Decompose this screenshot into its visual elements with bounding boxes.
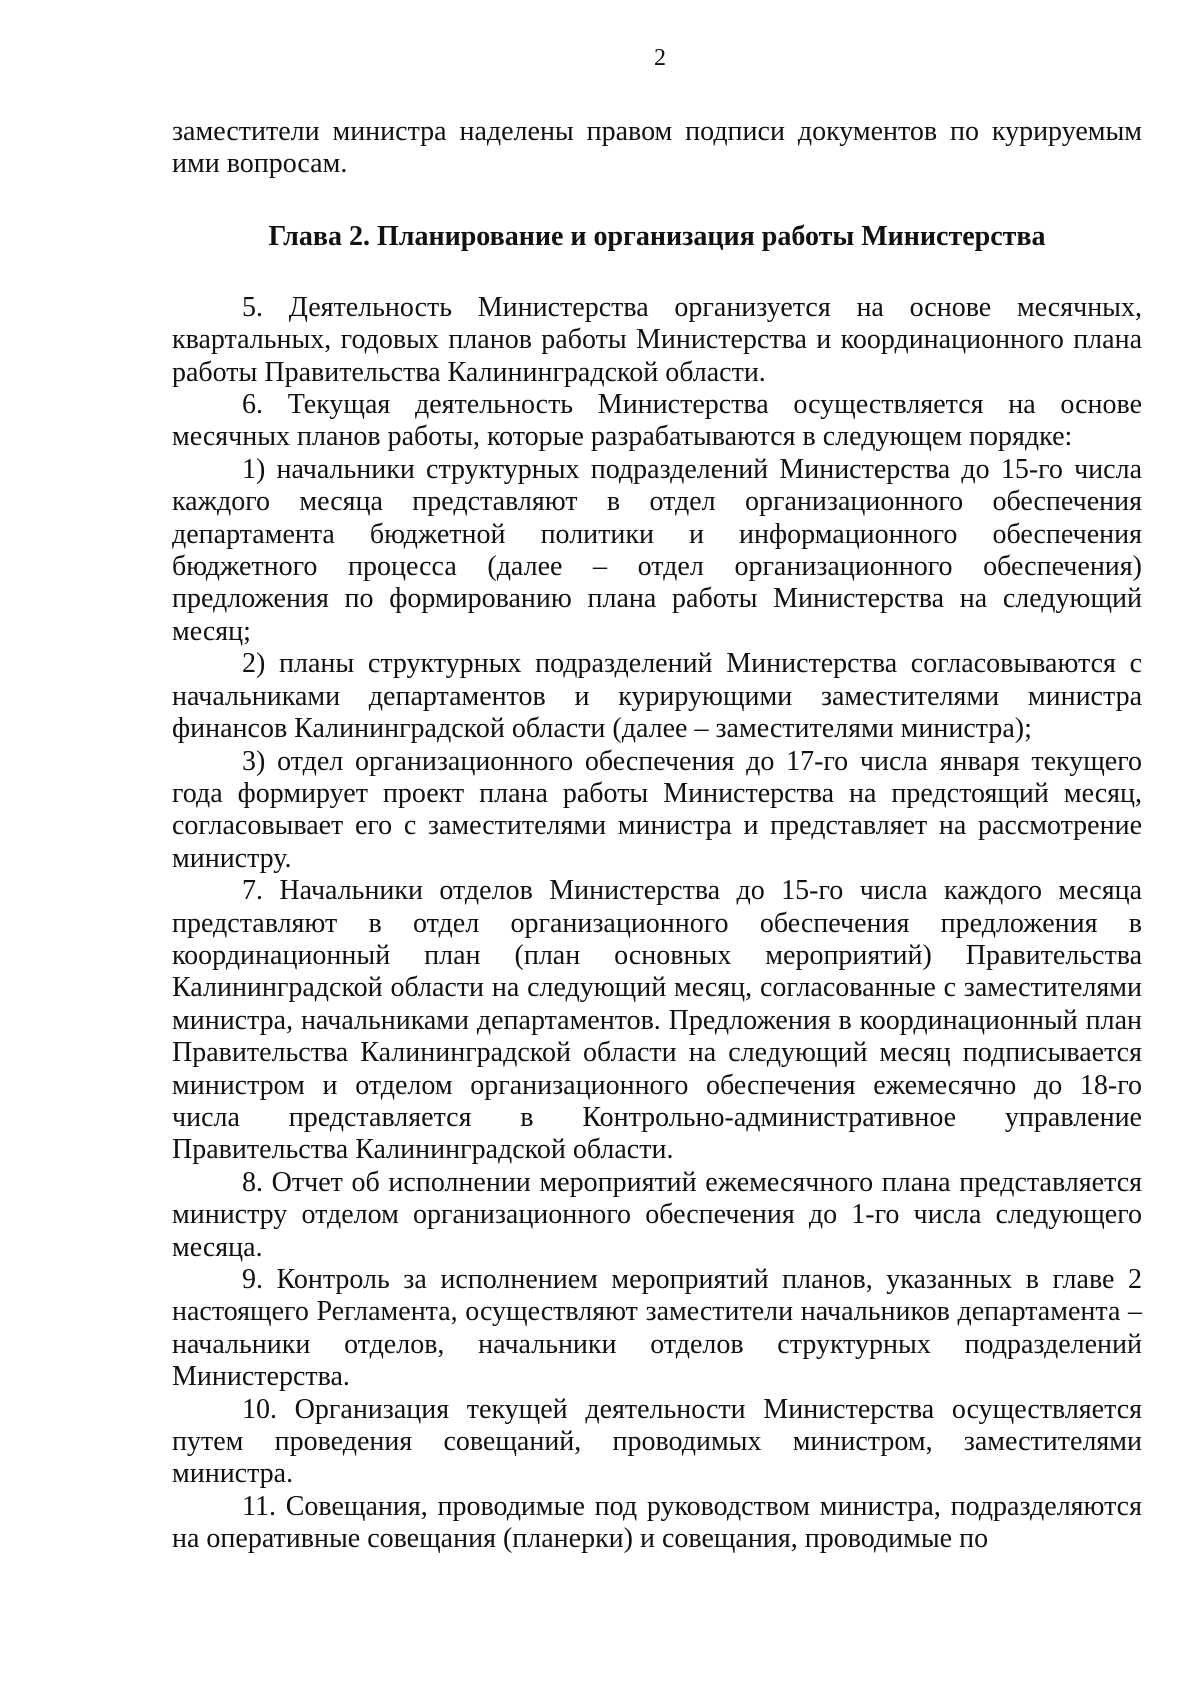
paragraph-6-item-1: 1) начальники структурных подразделений Министерства до 15-го числа каждого месяца представляют в отдел организационного обеспечения департамента бюджетной политики и информационного обеспечения бюджетного процесса (далее – отдел организационного обеспечения) предложения по формированию плана работы Министерства на следующий месяц; bbox=[172, 453, 1142, 647]
continuation-paragraph: заместители министра наделены правом подписи документов по курируемым ими вопросам. bbox=[172, 116, 1142, 180]
paragraph-6-item-3: 3) отдел организационного обеспечения до 17-го числа января текущего года формирует проект плана работы Министерства на предстоящий месяц, согласовывает его с заместителями министра и представляет на рассмотрение министру. bbox=[172, 745, 1142, 874]
document-body bbox=[172, 116, 1142, 1556]
paragraph-6: 6. Текущая деятельность Министерства осуществляется на основе месячных планов работы, которые разрабатываются в следующем порядке: bbox=[172, 389, 1142, 453]
page-number: 2 bbox=[654, 45, 666, 71]
paragraph-6-item-2: 2) планы структурных подразделений Министерства согласовываются с начальниками департаментов и курирующими заместителями министра финансов Калининградской области (далее – заместителями министра); bbox=[172, 648, 1142, 745]
paragraph-9: 9. Контроль за исполнением мероприятий планов, указанных в главе 2 настоящего Регламента, осуществляют заместители начальников департамента – начальники отделов, начальники отделов структурных подразделений Министерства. bbox=[172, 1264, 1142, 1393]
paragraph-10: 10. Организация текущей деятельности Министерства осуществляется путем проведения совещаний, проводимых министром, заместителями министра. bbox=[172, 1393, 1142, 1490]
paragraph-7: 7. Начальники отделов Министерства до 15-го числа каждого месяца представляют в отдел организационного обеспечения предложения в координационный план (план основных мероприятий) Правительства Калининградской области на следующий месяц, согласованные с заместителями министра, начальниками департаментов. Предложения в координационный план Правительства Калининградской области на следующий месяц подписывается министром и отделом организационного обеспечения ежемесячно до 18-го числа представляется в Контрольно-административное управление Правительства Калининградской области. bbox=[172, 875, 1142, 1166]
paragraph-5: 5. Деятельность Министерства организуется на основе месячных, квартальных, годовых планов работы Министерства и координационного плана работы Правительства Калининградской области. bbox=[172, 291, 1142, 388]
paragraph-11: 11. Совещания, проводимые под руководством министра, подразделяются на оперативные совещания (планерки) и совещания, проводимые по bbox=[172, 1490, 1142, 1555]
paragraph-8: 8. Отчет об исполнении мероприятий ежемесячного плана представляется министру отделом организационного обеспечения до 1-го числа следующего месяца. bbox=[172, 1166, 1142, 1263]
chapter-heading: Глава 2. Планирование и организация работы Министерства bbox=[268, 220, 1046, 252]
